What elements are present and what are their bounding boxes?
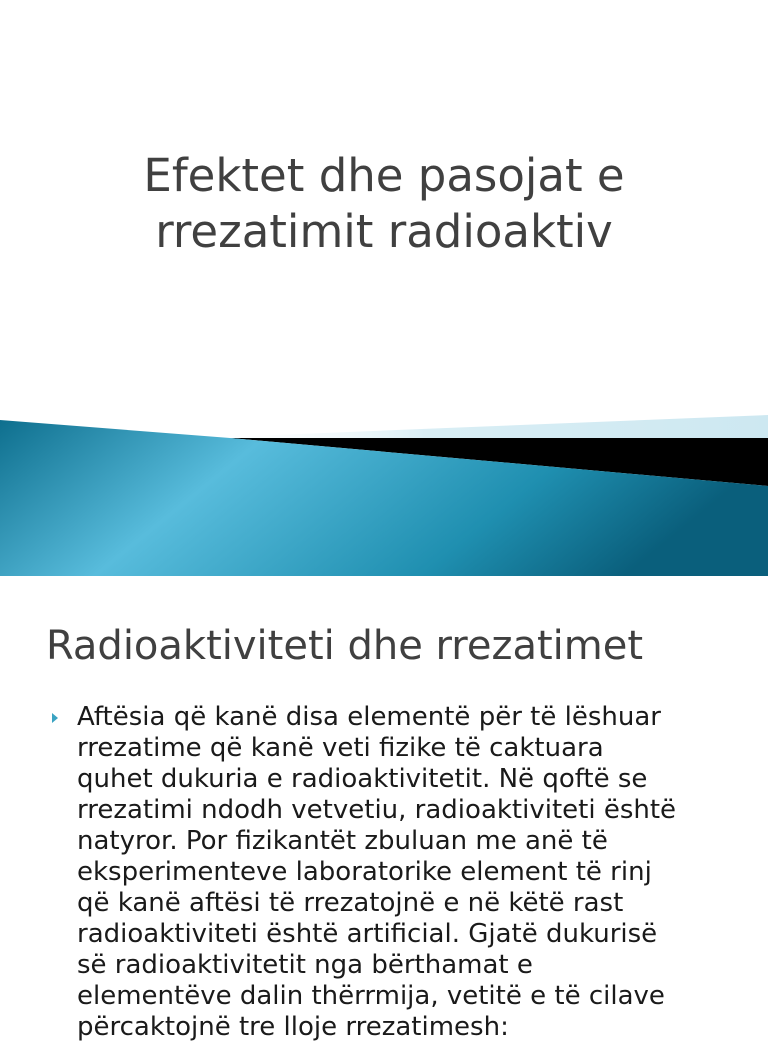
bullet-line: radioaktiviteti është artificial. Gjatë dukurisë [77, 919, 658, 949]
bullet-arrow-icon [52, 713, 58, 723]
bullet-text [77, 702, 737, 1043]
slide-title-line-2: rrezatimit radioaktiv [155, 205, 613, 258]
bullet-line: rrezatimi ndodh vetvetiu, radioaktiviteti është [77, 795, 677, 825]
bullet-line: rrezatime që kanë veti fizike të caktuara [77, 733, 604, 763]
bullet-line: elementëve dalin thërrmija, vetitë e të cilave [77, 981, 665, 1011]
bullet-line: quhet dukuria e radioaktivitetit. Në qoftë se [77, 764, 648, 794]
bullet-line: natyror. Por fizikantët zbuluan me anë të [77, 826, 608, 856]
bullet-line: përcaktojnë tre lloje rrezatimesh: [77, 1012, 509, 1042]
bullet-line: që kanë aftësi të rrezatojnë e në këtë rast [77, 888, 624, 918]
content-slide-title: Radioaktiviteti dhe rrezatimet [46, 623, 644, 669]
bullet-line: Aftësia që kanë disa elementë për të lëshuar [77, 702, 661, 732]
slide-title-line-1: Efektet dhe pasojat e [143, 149, 625, 202]
content-slide [0, 576, 768, 1042]
bullet-line: eksperimenteve laboratorike element të rinj [77, 857, 652, 887]
bullet-line: së radioaktivitetit nga bërthamat e [77, 950, 533, 980]
band-pale-stripe [200, 415, 768, 440]
